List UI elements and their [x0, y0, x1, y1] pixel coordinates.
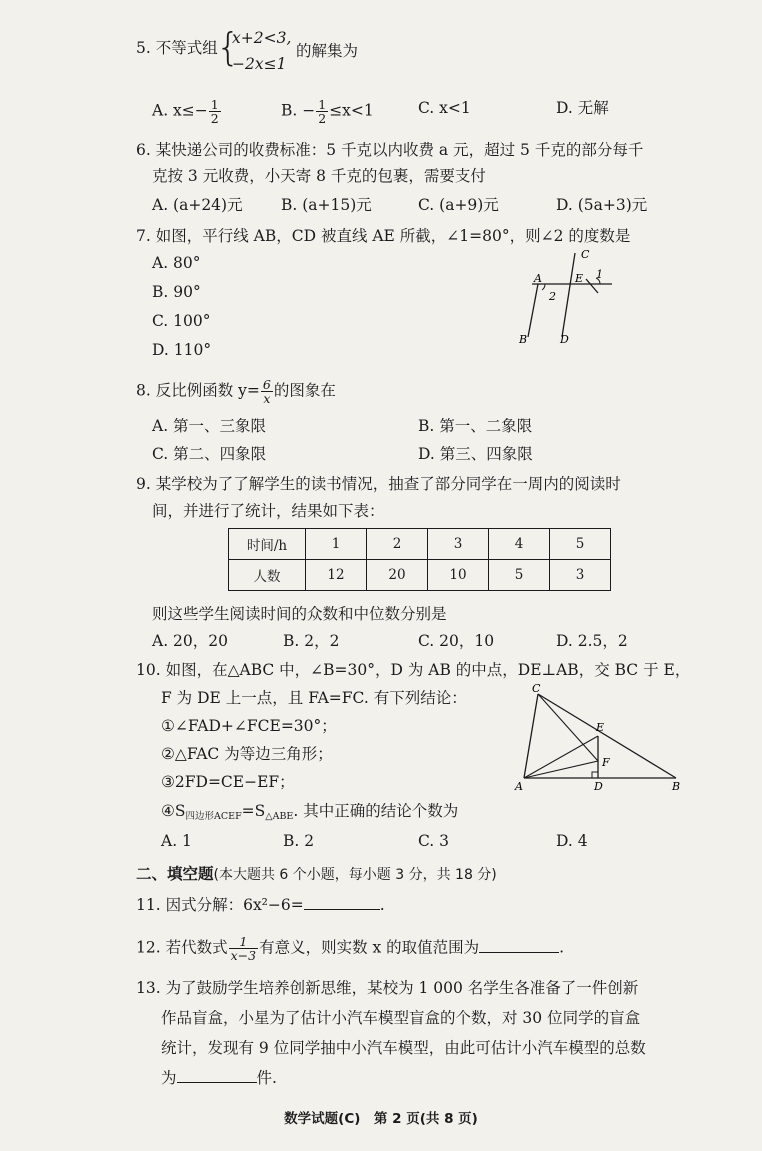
q8-option-a: A. 第一、三象限 [152, 417, 267, 435]
q7-label-d: D [560, 333, 569, 346]
q7-option-d: D. 110° [152, 341, 212, 359]
q10-label-d: D [594, 780, 603, 793]
q5-option-c: C. x<1 [418, 99, 471, 117]
q10-conclusion-2: ②△FAC 为等边三角形； [161, 745, 333, 763]
q10-segment-cf [538, 694, 598, 761]
q5-row1: x+2<3, [232, 29, 292, 47]
q10-line1: 10. 如图，在△ABC 中，∠B=30°，D 为 AB 的中点，DE⊥AB，交 BC 于 E， [136, 661, 691, 679]
q5-option-d: D. 无解 [556, 99, 609, 117]
section2-heading: 二、填空题(本大题共 6 个小题，每小题 3 分，共 18 分) [136, 865, 497, 883]
q5-row2: −2x≤1 [232, 55, 287, 73]
q12-answer-blank[interactable] [479, 952, 559, 953]
q7-option-a: A. 80° [152, 254, 201, 272]
reading-time-table [228, 528, 611, 591]
q6-line1: 6. 某快递公司的收费标准：5 千克以内收费 a 元，超过 5 千克的部分每千 [136, 141, 644, 159]
q5-option-b: B. − $\frac{1}{2}$ ≤x<1 [281, 97, 374, 126]
q10-right-angle [592, 772, 598, 778]
table-row [229, 560, 611, 591]
q7-label-1: 1 [596, 268, 603, 281]
q13-line2: 作品盲盒，小星为了估计小汽车模型盲盒的个数，对 30 位同学的盲盒 [161, 1009, 641, 1027]
q10-conclusion-4: $④S_{四边形ACEF}=S_{\triangle ABE}$. 其中正确的结论个数为 [161, 802, 459, 822]
q8-line: 8. 反比例函数 y= $\frac{6}{x}$ 的图象在 [136, 377, 336, 406]
q10-option-a: A. 1 [161, 832, 192, 850]
q7-label-2: 2 [549, 290, 556, 303]
page-footer: 数学试题(C) 第 2 页(共 8 页) [284, 1111, 478, 1127]
q6-option-d: D. (5a+3)元 [556, 196, 648, 214]
q13-answer-blank[interactable] [177, 1082, 257, 1083]
q8-option-b: B. 第一、二象限 [418, 417, 533, 435]
q10-option-c: C. 3 [418, 832, 450, 850]
q13-line1: 13. 为了鼓励学生培养创新思维，某校为 1 000 名学生各准备了一件创新 [136, 979, 639, 997]
q10-label-f: F [602, 756, 610, 769]
q9-line1: 9. 某学校为了了解学生的读书情况，抽查了部分同学在一周内的阅读时 [136, 475, 621, 493]
table-row [229, 529, 611, 560]
table-cell: 20 [367, 560, 428, 591]
q9-option-c: C. 20，10 [418, 632, 495, 650]
table-cell: 2 [367, 529, 428, 560]
q10-conclusion-3: ③2FD=CE−EF； [161, 773, 295, 791]
q7-line-ae [528, 284, 538, 337]
q13-line4: 为 件. [161, 1069, 277, 1087]
q10-option-b: B. 2 [283, 832, 315, 850]
q11-line: 11. 因式分解：6x²−6= . [136, 896, 385, 914]
q9-option-d: D. 2.5，2 [556, 632, 628, 650]
q7-option-c: C. 100° [152, 312, 211, 330]
q7-angle-2-arc [542, 284, 545, 290]
q10-line2: F 为 DE 上一点，且 FA=FC. 有下列结论： [161, 689, 467, 707]
q9-option-a: A. 20，20 [152, 632, 228, 650]
q7-line1: 7. 如图，平行线 AB，CD 被直线 AE 所截，∠1=80°，则∠2 的度数是 [136, 227, 631, 245]
q7-label-a: A [534, 272, 542, 285]
q6-option-b: B. (a+15)元 [281, 196, 372, 214]
q10-label-e: E [596, 721, 605, 734]
q9-option-b: B. 2，2 [283, 632, 340, 650]
q10-conclusion-1: ①∠FAD+∠FCE=30°； [161, 717, 337, 735]
q10-figure [510, 680, 690, 800]
q9-line3: 则这些学生阅读时间的众数和中位数分别是 [152, 605, 447, 623]
table-cell: 5 [550, 529, 611, 560]
q7-label-e: E [575, 272, 584, 285]
table-cell: 10 [428, 560, 489, 591]
table-cell: 12 [306, 560, 367, 591]
table-head-count: 人数 [229, 560, 306, 591]
q5-prefix: 5. 不等式组 [136, 39, 218, 57]
q12-line: 12. 若代数式 $\frac{1}{x-3}$ 有意义，则实数 x 的取值范围为 . [136, 934, 565, 963]
table-cell: 3 [428, 529, 489, 560]
q5-brace: { [216, 25, 241, 69]
q7-line-cd [562, 253, 575, 337]
q5-option-a: A. x≤− $\frac{1}{2}$ [152, 97, 219, 126]
q10-option-d: D. 4 [556, 832, 588, 850]
q10-label-a: A [515, 780, 523, 793]
table-cell: 5 [489, 560, 550, 591]
table-cell: 4 [489, 529, 550, 560]
q8-option-c: C. 第二、四象限 [152, 445, 267, 463]
q10-side-ac [524, 694, 538, 778]
q10-segment-ae [524, 736, 598, 778]
q7-option-b: B. 90° [152, 283, 201, 301]
q6-option-a: A. (a+24)元 [152, 196, 243, 214]
q6-option-c: C. (a+9)元 [418, 196, 499, 214]
q13-line3: 统计，发现有 9 位同学抽中小汽车模型，由此可估计小汽车模型的总数 [161, 1039, 646, 1057]
q8-option-d: D. 第三、四象限 [418, 445, 533, 463]
table-cell: 3 [550, 560, 611, 591]
q7-label-b: B [519, 333, 528, 346]
q10-label-c: C [532, 682, 541, 695]
q7-figure [500, 245, 625, 350]
q7-cross [586, 279, 598, 293]
q7-label-c: C [581, 248, 590, 261]
q11-answer-blank[interactable] [304, 909, 380, 910]
table-cell: 1 [306, 529, 367, 560]
q10-label-b: B [672, 780, 681, 793]
q9-line2: 间，并进行了统计，结果如下表： [152, 502, 385, 520]
q5-suffix: 的解集为 [296, 42, 359, 60]
q10-segment-af [524, 761, 598, 778]
q6-line2: 克按 3 元收费，小天寄 8 千克的包裹，需要支付 [152, 167, 486, 185]
table-head-time: 时间/h [229, 529, 306, 560]
